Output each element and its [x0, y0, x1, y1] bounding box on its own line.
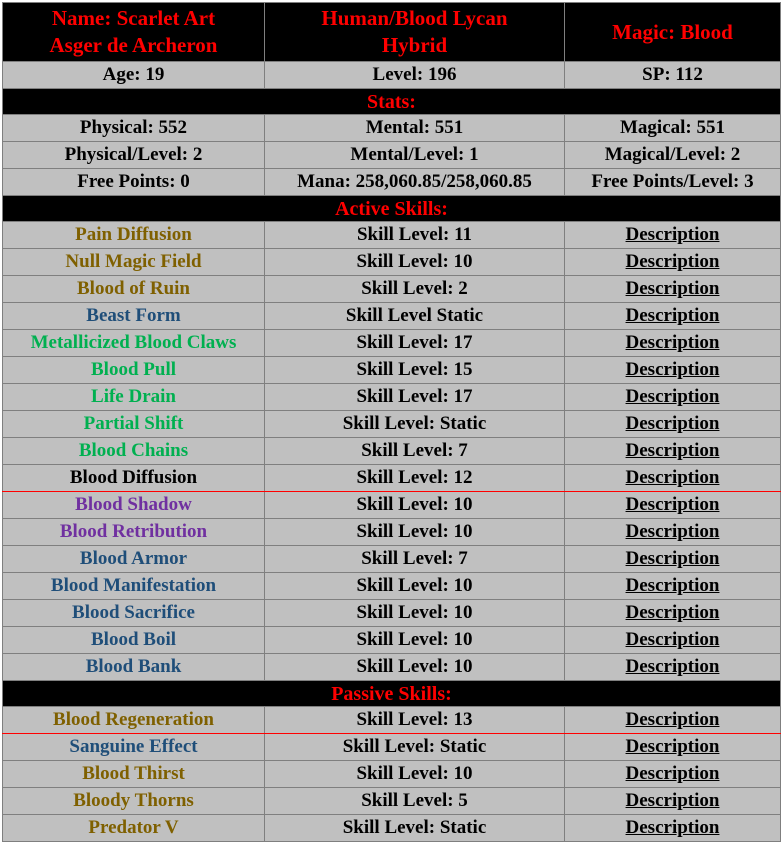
skill-level: Skill Level: 17 — [265, 330, 565, 357]
skill-level: Skill Level Static — [265, 303, 565, 330]
skill-description-link[interactable]: Description — [565, 734, 781, 761]
skill-row — [3, 384, 781, 411]
skill-name: Blood of Ruin — [3, 276, 265, 303]
skill-description-link[interactable]: Description — [565, 815, 781, 842]
character-race: Human/Blood Lycan Hybrid — [265, 3, 565, 62]
skill-row — [3, 438, 781, 465]
skill-name: Blood Boil — [3, 627, 265, 654]
stat-cell: Physical/Level: 2 — [3, 142, 265, 169]
skill-name: Partial Shift — [3, 411, 265, 438]
skill-description-link[interactable]: Description — [565, 707, 781, 734]
skill-row — [3, 411, 781, 438]
skill-level: Skill Level: 13 — [265, 707, 565, 734]
skill-level: Skill Level: 10 — [265, 600, 565, 627]
skill-description-link[interactable]: Description — [565, 654, 781, 681]
skill-row — [3, 249, 781, 276]
skill-description-link[interactable]: Description — [565, 573, 781, 600]
passive-skills-section-header — [3, 681, 781, 707]
skill-name: Blood Chains — [3, 438, 265, 465]
stats-title: Stats: — [3, 89, 781, 115]
skill-row — [3, 573, 781, 600]
skill-description-link[interactable]: Description — [565, 249, 781, 276]
skill-level: Skill Level: 2 — [265, 276, 565, 303]
skill-level: Skill Level: Static — [265, 734, 565, 761]
character-sheet — [2, 2, 780, 842]
active-skills-title: Active Skills: — [3, 196, 781, 222]
skill-level: Skill Level: 7 — [265, 438, 565, 465]
skill-name: Blood Manifestation — [3, 573, 265, 600]
level-cell: Level: 196 — [265, 62, 565, 89]
skill-row — [3, 303, 781, 330]
skill-name: Blood Bank — [3, 654, 265, 681]
character-table — [2, 2, 781, 842]
stat-cell: Mental: 551 — [265, 115, 565, 142]
skill-name: Blood Pull — [3, 357, 265, 384]
skill-name: Blood Shadow — [3, 492, 265, 519]
stat-cell: Free Points/Level: 3 — [565, 169, 781, 196]
skill-name: Bloody Thorns — [3, 788, 265, 815]
skill-level: Skill Level: 10 — [265, 627, 565, 654]
skill-name: Life Drain — [3, 384, 265, 411]
character-magic: Magic: Blood — [565, 3, 781, 62]
skill-level: Skill Level: Static — [265, 815, 565, 842]
stat-cell: Mana: 258,060.85/258,060.85 — [265, 169, 565, 196]
skill-level: Skill Level: 10 — [265, 761, 565, 788]
skill-description-link[interactable]: Description — [565, 438, 781, 465]
skill-description-link[interactable]: Description — [565, 411, 781, 438]
skill-description-link[interactable]: Description — [565, 546, 781, 573]
skill-row — [3, 600, 781, 627]
skill-description-link[interactable]: Description — [565, 222, 781, 249]
skill-description-link[interactable]: Description — [565, 276, 781, 303]
skill-name: Blood Sacrifice — [3, 600, 265, 627]
skill-level: Skill Level: 10 — [265, 492, 565, 519]
skill-row — [3, 761, 781, 788]
skill-description-link[interactable]: Description — [565, 330, 781, 357]
skill-description-link[interactable]: Description — [565, 492, 781, 519]
skill-row — [3, 276, 781, 303]
skill-description-link[interactable]: Description — [565, 761, 781, 788]
skill-row — [3, 788, 781, 815]
skill-name: Blood Diffusion — [3, 465, 265, 492]
stat-cell: Free Points: 0 — [3, 169, 265, 196]
skill-level: Skill Level: 5 — [265, 788, 565, 815]
skill-row — [3, 707, 781, 734]
skill-row — [3, 492, 781, 519]
skill-name: Pain Diffusion — [3, 222, 265, 249]
skill-row — [3, 465, 781, 492]
skill-description-link[interactable]: Description — [565, 788, 781, 815]
skill-row — [3, 519, 781, 546]
skill-name: Blood Regeneration — [3, 707, 265, 734]
skill-level: Skill Level: 10 — [265, 573, 565, 600]
info-row — [3, 62, 781, 89]
skill-name: Blood Retribution — [3, 519, 265, 546]
skill-row — [3, 734, 781, 761]
skill-name: Metallicized Blood Claws — [3, 330, 265, 357]
skill-row — [3, 546, 781, 573]
skill-row — [3, 654, 781, 681]
stat-cell: Physical: 552 — [3, 115, 265, 142]
skill-level: Skill Level: 7 — [265, 546, 565, 573]
character-name: Name: Scarlet Art Asger de Archeron — [3, 3, 265, 62]
skill-level: Skill Level: 10 — [265, 249, 565, 276]
skill-description-link[interactable]: Description — [565, 465, 781, 492]
skill-level: Skill Level: 12 — [265, 465, 565, 492]
stats-row — [3, 142, 781, 169]
skill-level: Skill Level: 11 — [265, 222, 565, 249]
skill-row — [3, 330, 781, 357]
skill-name: Null Magic Field — [3, 249, 265, 276]
skill-name: Blood Thirst — [3, 761, 265, 788]
skill-level: Skill Level: 10 — [265, 654, 565, 681]
skill-description-link[interactable]: Description — [565, 357, 781, 384]
age-cell: Age: 19 — [3, 62, 265, 89]
skill-row — [3, 222, 781, 249]
skill-level: Skill Level: 17 — [265, 384, 565, 411]
skill-name: Beast Form — [3, 303, 265, 330]
skill-description-link[interactable]: Description — [565, 600, 781, 627]
stats-row — [3, 115, 781, 142]
stats-section-header — [3, 89, 781, 115]
skill-row — [3, 627, 781, 654]
stats-row — [3, 169, 781, 196]
skill-name: Blood Armor — [3, 546, 265, 573]
stat-cell: Mental/Level: 1 — [265, 142, 565, 169]
skill-level: Skill Level: 15 — [265, 357, 565, 384]
header-row — [3, 3, 781, 62]
sp-cell: SP: 112 — [565, 62, 781, 89]
skill-level: Skill Level: 10 — [265, 519, 565, 546]
active-skills-section-header — [3, 196, 781, 222]
skill-row — [3, 815, 781, 842]
skill-level: Skill Level: Static — [265, 411, 565, 438]
passive-skills-title: Passive Skills: — [3, 681, 781, 707]
skill-description-link[interactable]: Description — [565, 303, 781, 330]
skill-row — [3, 357, 781, 384]
skill-name: Sanguine Effect — [3, 734, 265, 761]
stat-cell: Magical: 551 — [565, 115, 781, 142]
skill-description-link[interactable]: Description — [565, 384, 781, 411]
skill-description-link[interactable]: Description — [565, 627, 781, 654]
skill-name: Predator V — [3, 815, 265, 842]
stat-cell: Magical/Level: 2 — [565, 142, 781, 169]
skill-description-link[interactable]: Description — [565, 519, 781, 546]
